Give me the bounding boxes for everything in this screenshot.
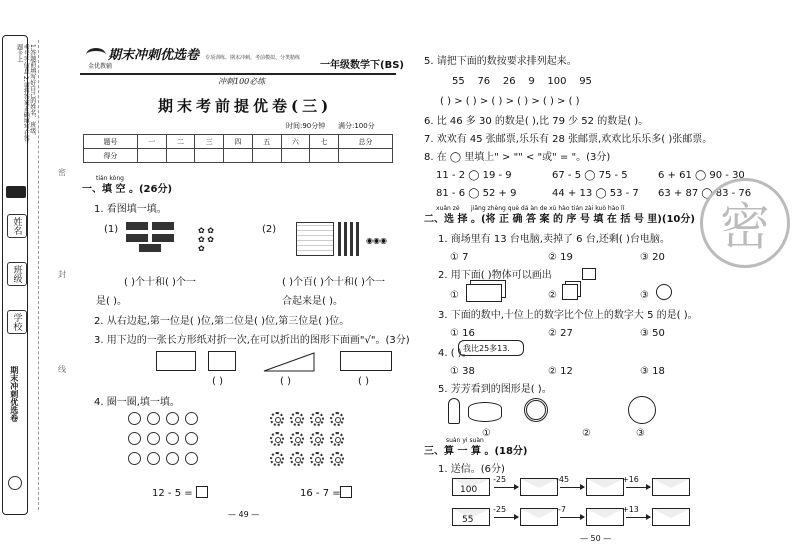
q8-r1c2[interactable]: 67 - 5 ◯ 75 - 5 [552, 170, 628, 181]
envelope-answer[interactable] [520, 478, 558, 496]
sidebar-logo-icon [8, 476, 22, 490]
envelope-answer[interactable] [652, 508, 690, 526]
sec2-q2: 2. 用下面( )物体可以画出 [438, 270, 552, 281]
target-rectangle-shape [582, 268, 596, 280]
score-cell: 总分 [339, 135, 393, 149]
q8-r2c1[interactable]: 81 - 6 ◯ 52 + 9 [436, 188, 517, 199]
q3-blank-2[interactable]: ( ) [280, 376, 291, 387]
cube-shape [562, 284, 578, 300]
q2-text: 2. 从右边起,第一位是( )位,第二位是( )位,第三位是( )位。 [94, 316, 350, 327]
sec3-title: 三、算 一 算 。(18分) [424, 446, 528, 457]
flowers-group[interactable] [270, 412, 370, 482]
sec2-q5-opt1[interactable]: ① [482, 428, 491, 439]
score-input[interactable] [281, 149, 310, 163]
page-number-right: — 50 — [580, 534, 612, 543]
score-cell: 三 [195, 135, 224, 149]
q5-text: 5. 请把下面的数按要求排列起来。 [424, 56, 577, 67]
unit-cubes-image: ◉◉◉ [366, 236, 387, 245]
q3-blank-1[interactable]: ( ) [212, 376, 223, 387]
envelope-answer[interactable] [652, 478, 690, 496]
header-slogan: 专项训练、期末冲刺、考前模拟、分类精练 [205, 55, 301, 61]
q3-blank-3[interactable]: ( ) [358, 376, 369, 387]
q1b-line2: 合起来是( )。 [282, 296, 343, 307]
q4-eq2: 16 - 7 = [300, 488, 341, 499]
score-cell: 五 [252, 135, 281, 149]
score-input[interactable] [252, 149, 281, 163]
sec2-q1: 1. 商场里有 13 台电脑,卖掉了 6 台,还剩( )台电脑。 [438, 234, 670, 245]
score-value-row [84, 149, 393, 163]
q4-eq1: 12 - 5 = [152, 488, 193, 499]
mail2-op3: +13 [622, 505, 639, 514]
triangle-shape [262, 351, 316, 373]
q7-text: 7. 欢欢有 45 张邮票,乐乐有 28 张邮票,欢欢比乐乐多( )张邮票。 [424, 134, 713, 145]
class-label: 班级 [7, 262, 27, 286]
q5-order[interactable]: ( ) > ( ) > ( ) > ( ) > ( ) > ( ) [440, 96, 580, 107]
header-logo-sub: 金优教辅 [88, 63, 113, 70]
envelope-answer[interactable] [586, 508, 624, 526]
ten-rods-image [338, 222, 362, 256]
page-number-left: — 49 — [228, 510, 260, 519]
sec2-q2-opt1[interactable]: ① [450, 290, 459, 301]
q6-text: 6. 比 46 多 30 的数是( ),比 79 少 52 的数是( )。 [424, 116, 649, 127]
seal-mark-3: 线 [58, 365, 66, 374]
mail1-op2: -45 [556, 475, 570, 484]
q1b-line1: ( )个百( )个十和( )个一 [282, 277, 385, 288]
bundle-sticks-image [126, 222, 186, 252]
exam-full-score: 满分:100分 [338, 122, 375, 130]
arrow [626, 487, 650, 488]
sec2-q3-opt3[interactable]: ③ 50 [640, 328, 665, 339]
score-header-row [84, 135, 393, 149]
score-input[interactable] [195, 149, 224, 163]
sec2-q5: 5. 芳芳看到的图形是( )。 [438, 384, 552, 395]
score-cell: 六 [281, 135, 310, 149]
sec2-title: 二、选 择 。(将 正 确 答 案 的 序 号 填 在 括 号 里)(10分) [424, 214, 695, 225]
score-input[interactable] [166, 149, 195, 163]
score-cell: 二 [166, 135, 195, 149]
ring-shape [524, 398, 548, 422]
book-logo-icon [86, 48, 106, 62]
sec2-q3-opt2[interactable]: ② 27 [548, 328, 573, 339]
sec2-q5-opt2[interactable]: ② [582, 428, 591, 439]
envelope-answer[interactable] [586, 478, 624, 496]
square-shape [208, 351, 236, 371]
q4-text: 4. 圈一圈,填一填。 [94, 397, 180, 408]
school-label: 学校 [7, 310, 27, 334]
score-cell: 题号 [84, 135, 138, 149]
score-cell: 一 [137, 135, 166, 149]
q8-r1c3[interactable]: 6 + 61 ◯ 90 - 30 [658, 170, 745, 181]
sec2-q1-opt3[interactable]: ③ 20 [640, 252, 665, 263]
seal-line [38, 40, 39, 510]
apples-group[interactable] [128, 412, 218, 482]
arrow [626, 517, 650, 518]
arrow [494, 487, 518, 488]
q1b-label: (2) [262, 224, 277, 235]
binding-sidebar [2, 35, 36, 515]
score-input[interactable] [224, 149, 253, 163]
sec2-q5-opt3[interactable]: ③ [636, 428, 645, 439]
cuboid-shape [466, 284, 502, 302]
mail1-start: 100 [460, 485, 478, 495]
sec2-q2-opt2[interactable]: ② [548, 290, 557, 301]
wide-rectangle-shape [340, 351, 392, 371]
score-cell: 四 [224, 135, 253, 149]
q3-text: 3. 用下边的一张长方形纸对折一次,在可以折出的图形下面画"√"。(3分) [94, 335, 410, 346]
exam-time: 时间:90分钟 [286, 122, 326, 130]
sec2-q1-opt1[interactable]: ① 7 [450, 252, 469, 263]
grade-label: 一年级数学下(BS) [320, 60, 404, 71]
arrow [560, 487, 584, 488]
single-beads-image: ✿ ✿ ✿ ✿ ✿ [198, 226, 214, 253]
q1a-label: (1) [104, 224, 119, 235]
q1a-line1: ( )个十和( )个一 [124, 277, 196, 288]
q8-text: 8. 在 ◯ 里填上" > "" < "或" = "。(3分) [424, 152, 611, 163]
sec2-q1-opt2[interactable]: ② 19 [548, 252, 573, 263]
q1-text: 1. 看图填一填。 [94, 204, 167, 215]
sec3-pinyin: suàn yi suàn [446, 437, 484, 444]
q8-r2c3[interactable]: 63 + 87 ◯ 83 - 76 [658, 188, 752, 199]
sidebar-badge [6, 186, 26, 198]
speech-bubble: 我比25多13. [458, 340, 524, 356]
q8-r1c1[interactable]: 11 - 2 ◯ 19 - 9 [436, 170, 512, 181]
clock-shape [656, 284, 672, 300]
score-input[interactable] [339, 149, 393, 163]
sec3-q1: 1. 送信。(6分) [438, 464, 505, 475]
sidebar-tips: 1.答题前填写好自己的姓名、班级、考号等信息 2.请将答案正确填写在答题卡上 [15, 44, 36, 142]
mail2-op2: -7 [558, 505, 566, 514]
q5-numbers: 55 76 26 9 100 95 [452, 76, 592, 87]
q8-r2c2[interactable]: 44 + 13 ◯ 53 - 7 [552, 188, 639, 199]
q4-answer-box-2[interactable] [340, 486, 352, 498]
circle-shape [628, 396, 656, 424]
sec2-q4-opt1[interactable]: ① 38 [450, 366, 475, 377]
sidebar-logo: 期末冲刺优选卷 [9, 366, 19, 422]
secret-stamp: 密 [700, 178, 790, 268]
mail1-op3: +16 [622, 475, 639, 484]
score-table [83, 134, 393, 163]
mail1-op1: -25 [493, 475, 507, 484]
score-cell: 得分 [84, 149, 138, 163]
name-label: 姓名 [7, 214, 27, 238]
sec2-q4: 4. ( )。 [438, 348, 472, 359]
arrow [560, 517, 584, 518]
hundred-block-image [296, 222, 334, 256]
q4-answer-box-1[interactable] [196, 486, 208, 498]
sec2-q4-opt3[interactable]: ③ 18 [640, 366, 665, 377]
sec1-title: 一、填 空 。(26分) [82, 184, 173, 195]
exam-title: 期末考前提优卷(三) [158, 97, 333, 115]
mail2-start: 55 [462, 515, 474, 525]
girl-figure-icon [448, 398, 460, 424]
rectangle-paper-shape [156, 351, 196, 371]
score-input[interactable] [137, 149, 166, 163]
header-logo: 期末冲刺优选卷 [108, 48, 200, 63]
score-input[interactable] [310, 149, 339, 163]
cylinder-shape [468, 402, 502, 422]
sec2-q4-opt2[interactable]: ② 12 [548, 366, 573, 377]
mail2-op1: -25 [493, 505, 507, 514]
sec2-q2-opt3[interactable]: ③ [640, 290, 649, 301]
score-cell: 七 [310, 135, 339, 149]
sec2-pinyin: xuǎn zé jiāng zhèng què dá àn de xù hào tián zài kuò hào lǐ [436, 205, 625, 212]
sec2-q3-opt1[interactable]: ① 16 [450, 328, 475, 339]
header-rule [80, 73, 396, 75]
target-label: 冲刺100必练 [218, 77, 266, 86]
sec2-q3: 3. 下面的数中,十位上的数字比个位上的数字大 5 的是( )。 [438, 310, 698, 321]
arrow [494, 517, 518, 518]
seal-mark-2: 封 [58, 270, 66, 279]
q1a-line2: 是( )。 [96, 296, 127, 307]
sec1-pinyin: tián kòng [96, 175, 124, 182]
seal-mark-1: 密 [58, 168, 66, 177]
envelope-answer[interactable] [520, 508, 558, 526]
